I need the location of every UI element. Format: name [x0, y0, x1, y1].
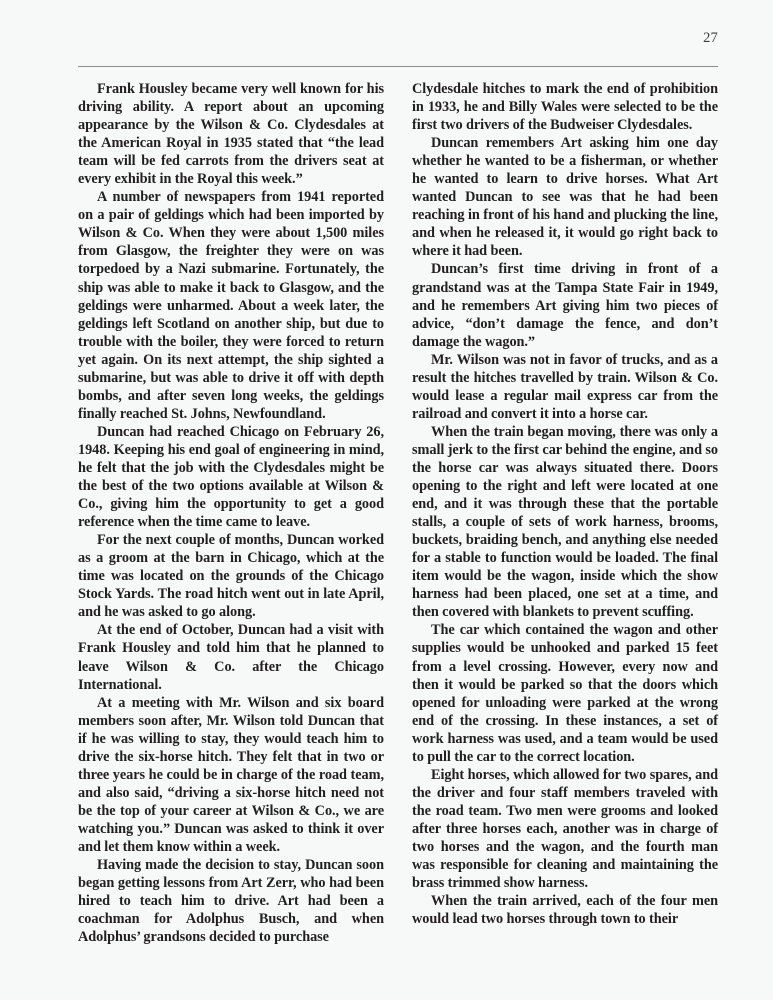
paragraph: Duncan’s first time driving in front of a grandstand was at the Tampa State Fair in 1949, and he remembers Art giving him two pieces of advice, “don’t damage the fence, and don’t damage the wagon.”	[412, 261, 718, 350]
paragraph: Duncan remembers Art asking him one day whether he wanted to be a fisherman, or whether he wanted to learn to drive horses. What Art wanted Duncan to see was that he had been reaching in front of his hand and plucking the line, and when he released it, it would go right back to where it had been.	[412, 135, 718, 260]
paragraph: Mr. Wilson was not in favor of trucks, and as a result the hitches travelled by train. Wilson & Co. would lease a regular mail express car from the railroad and convert it into a horse car.	[412, 351, 718, 422]
paragraph: At a meeting with Mr. Wilson and six board members soon after, Mr. Wilson told Duncan that if he was willing to stay, they would teach him to drive the six-horse hitch. They felt that in two or three years he could be in charge of the road team, and also said, “driving a six-horse hitch need not be the top of your career at Wilson & Co., we are watching you.” Duncan was asked to think it over and let them know within a week.	[78, 694, 384, 855]
paragraph: Eight horses, which allowed for two spares, and the driver and four staff members traveled with the road team. Two men were grooms and looked after three horses each, another was in charge of two horses and the wagon, and the fourth man was responsible for cleaning and maintaining the brass trimmed show harness.	[412, 766, 718, 892]
paragraph: When the train arrived, each of the four men would lead two horses through town to their	[412, 893, 718, 928]
column-right	[412, 80, 718, 960]
paragraph: For the next couple of months, Duncan worked as a groom at the barn in Chicago, which at the time was located on the grounds of the Chicago Stock Yards. The road hitch went out in late April, and he was asked to go along.	[78, 532, 384, 621]
header-rule-divider	[78, 66, 718, 67]
body-columns	[78, 80, 718, 960]
page-header	[78, 30, 718, 66]
paragraph: When the train began moving, there was only a small jerk to the first car behind the engine, and so the horse car was always situated there. Doors opening to the right and left were located at one end, and it was through these that the portable stalls, a couple of sets of work harness, brooms, buckets, braiding bench, and anything else needed for a stable to function would be loaded. The final item would be the wagon, inside which the show harness had been placed, one set at a time, and then covered with blankets to prevent scuffing.	[412, 423, 718, 621]
paragraph: Frank Housley became very well known for his driving ability. A report about an upcoming appearance by the Wilson & Co. Clydesdales at the American Royal in 1935 stated that “the lead team will be fed carrots from the drivers seat at every exhibit in the Royal this week.”	[78, 81, 384, 188]
paragraph: The car which contained the wagon and other supplies would be unhooked and parked 15 feet from a level crossing. However, every now and then it would be parked so that the doors which opened for unloading were parked at the wrong end of the crossing. In these instances, a set of work harness was used, and a team would be used to pull the car to the correct location.	[412, 622, 718, 765]
paragraph: Clydesdale hitches to mark the end of prohibition in 1933, he and Billy Wales were selected to be the first two drivers of the Budweiser Clydesdales.	[412, 81, 718, 134]
paragraph: Having made the decision to stay, Duncan soon began getting lessons from Art Zerr, who had been hired to teach him to drive. Art had been a coachman for Adolphus Busch, and when Adolphus’ grandsons decided to purchase	[78, 857, 384, 946]
page-number: 27	[703, 30, 718, 46]
column-left	[78, 80, 384, 960]
paragraph: A number of newspapers from 1941 reported on a pair of geldings which had been imported by Wilson & Co. When they were about 1,500 miles from Glasgow, the freighter they were on was torpedoed by a Nazi submarine. Fortunately, the ship was able to make it back to Glasgow, and the geldings were unharmed. About a week later, the geldings left Scotland on another ship, but due to trouble with the boiler, they were forced to return yet again. On its next attempt, the ship sighted a submarine, but was able to drive it off with depth bombs, and after seven long weeks, the geldings finally reached St. Johns, Newfoundland.	[78, 189, 384, 422]
paragraph: Duncan had reached Chicago on February 26, 1948. Keeping his end goal of engineering in mind, he felt that the job with the Clydesdales might be the best of the two options available at Wilson & Co., giving him the opportunity to get a good reference when the time came to leave.	[78, 423, 384, 531]
paragraph: At the end of October, Duncan had a visit with Frank Housley and told him that he planned to leave Wilson & Co. after the Chicago International.	[78, 622, 384, 693]
